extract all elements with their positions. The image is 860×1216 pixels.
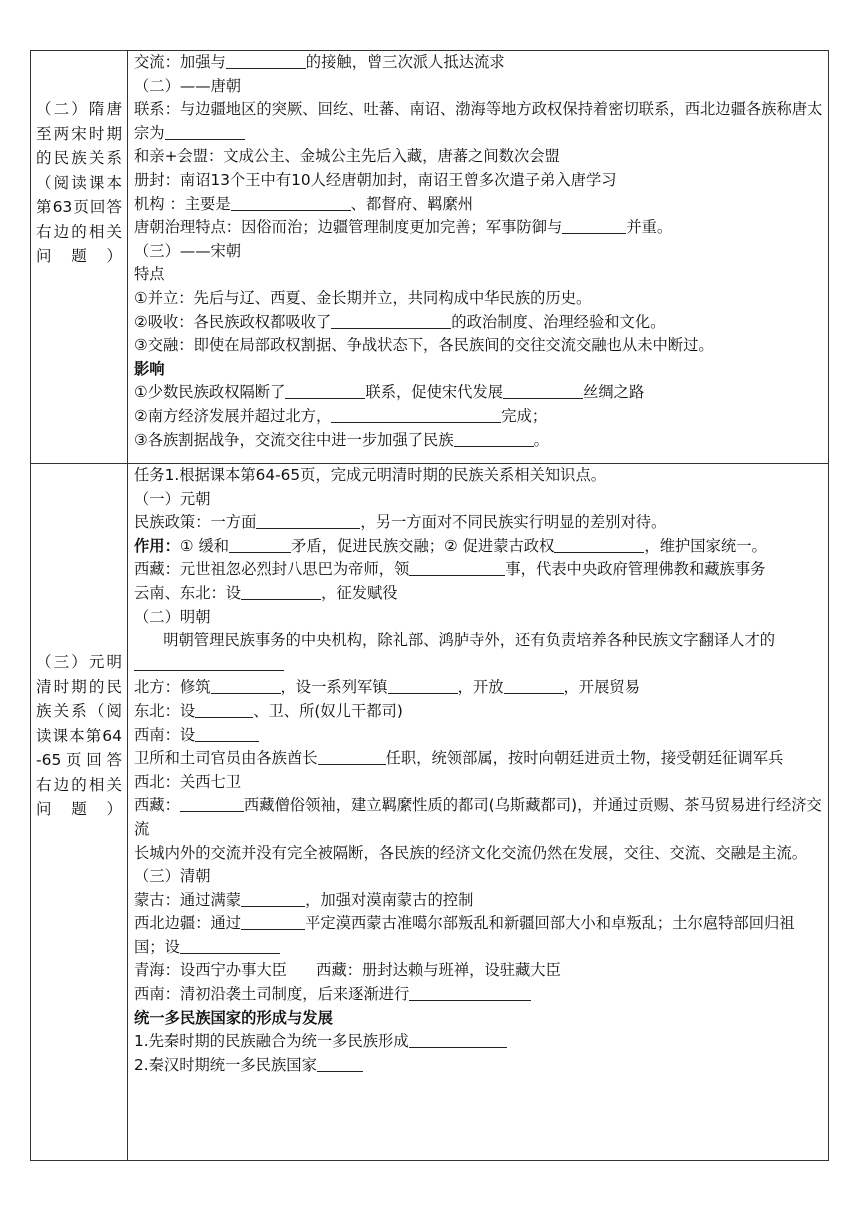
line-text: ③各族割据战争，交流交往中进一步加强了民族 [134, 430, 454, 449]
content-line [134, 216, 824, 240]
line-text: 1.先秦时期的民族融合为统一多民族形成 [134, 1032, 409, 1051]
row-label-cell [31, 464, 128, 1161]
line-text: ，征发赋役 [321, 583, 398, 602]
line-text: ②吸收：各民族政权都吸收了 [134, 312, 332, 331]
bold-heading-text: 作用： [134, 536, 180, 555]
content-line [134, 983, 824, 1007]
line-text: 民族政策：一方面 [134, 513, 257, 532]
line-text: 联系，促使宋代发展 [365, 383, 504, 402]
line-text: ，另一方面对不同民族实行明显的差别对待。 [360, 513, 667, 532]
content-line [134, 842, 824, 866]
fill-in-blank[interactable] [409, 985, 531, 1001]
content-cell [128, 464, 829, 1161]
line-text: 册封：南诏13个王中有10人经唐朝加封，南诏王曾多次遣子弟入唐学习 [134, 170, 617, 189]
line-text: 西南：清初沿袭土司制度，后来逐渐进行 [134, 985, 410, 1004]
line-text: 东北：设 [134, 701, 196, 720]
content-line [134, 700, 824, 724]
fill-in-blank[interactable] [229, 536, 291, 552]
line-text: 、卫、所(奴儿干都司) [253, 701, 403, 720]
fill-in-blank[interactable] [241, 914, 305, 930]
bold-heading-text: 影响 [134, 359, 165, 378]
content-line [134, 794, 824, 841]
fill-in-blank[interactable] [195, 702, 253, 718]
line-text: 完成； [501, 406, 548, 425]
fill-in-blank[interactable] [226, 53, 306, 69]
content-line [134, 488, 824, 512]
line-text: 的政治制度、治理经验和文化。 [451, 312, 666, 331]
line-text: 联系：与边疆地区的突厥、回纥、吐蕃、南诏、渤海等地方政权保持着密切联系，西北边疆各族称唐太宗为 [134, 100, 823, 142]
line-text: 丝绸之路 [583, 383, 645, 402]
content-line [134, 771, 824, 795]
content-line [134, 334, 824, 358]
line-text: ，设一系列军镇 [280, 678, 388, 697]
bold-heading-text: 统一多民族国家的形成与发展 [134, 1008, 333, 1027]
row-label: （二）隋唐至两宋时期的民族关系（阅读课本第63页回答右边的相关问题） [36, 100, 122, 265]
content-line [134, 747, 824, 771]
content-line [134, 1054, 824, 1078]
content-line [134, 1007, 824, 1031]
fill-in-blank[interactable] [562, 218, 626, 234]
line-text: 北方：修筑 [134, 678, 211, 697]
line-text: 明朝管理民族事务的中央机构，除礼部、鸿胪寺外，还有负责培养各种民族文字翻译人才的 [134, 631, 776, 650]
line-text: 特点 [134, 265, 165, 284]
line-text: 西北边疆：通过 [134, 914, 242, 933]
line-text: ① 缓和 [179, 536, 230, 555]
fill-in-blank[interactable] [241, 890, 305, 906]
line-text: 西南：设 [134, 725, 196, 744]
content-yuan-ming-qing [128, 464, 828, 1077]
line-text: ②南方经济发展并超过北方， [134, 406, 332, 425]
content-line [134, 889, 824, 913]
line-text: （三）清朝 [134, 867, 211, 886]
fill-in-blank[interactable] [331, 312, 451, 328]
content-line [134, 405, 824, 429]
content-line [134, 311, 824, 335]
content-line [134, 511, 824, 535]
fill-in-blank[interactable] [180, 796, 244, 812]
line-text: 西藏：元世祖忽必烈封八思巴为帝师，领 [134, 560, 410, 579]
line-text: ①并立：先后与辽、西夏、金长期并立，共同构成中华民族的历史。 [134, 288, 592, 307]
line-text: 唐朝治理特点：因俗而治；边疆管理制度更加完善；军事防御与 [134, 218, 563, 237]
content-line [134, 51, 824, 75]
line-text: ，开放 [457, 678, 504, 697]
line-text: 矛盾，促进民族交融；② 促进蒙古政权 [291, 536, 555, 555]
fill-in-blank[interactable] [409, 1032, 507, 1048]
fill-in-blank[interactable] [256, 513, 360, 529]
content-line [134, 75, 824, 99]
fill-in-blank[interactable] [331, 407, 501, 423]
content-line [134, 724, 824, 748]
content-sui-tang-song [128, 51, 828, 452]
fill-in-blank[interactable] [165, 123, 245, 139]
fill-in-blank[interactable] [409, 560, 505, 576]
content-line [134, 959, 824, 983]
line-text: （二）——唐朝 [134, 76, 242, 95]
line-text: ，维护国家统一。 [644, 536, 767, 555]
content-line [134, 1030, 824, 1054]
line-text: 西北：关西七卫 [134, 772, 242, 791]
line-text: （一）元朝 [134, 489, 211, 508]
line-text: （三）——宋朝 [134, 241, 242, 260]
fill-in-blank[interactable] [503, 383, 583, 399]
line-text: 任职，统领部属，按时向朝廷进贡土物，接受朝廷征调军兵 [385, 749, 784, 768]
line-text: 交流：加强与 [134, 53, 226, 71]
fill-in-blank[interactable] [317, 1056, 363, 1072]
worksheet-table [30, 50, 829, 1161]
line-text: 。 [533, 430, 549, 449]
content-line [134, 676, 824, 700]
content-line [134, 240, 824, 264]
fill-in-blank[interactable] [554, 536, 644, 552]
line-text: 、都督府、羁縻州 [350, 194, 474, 213]
content-line [134, 358, 824, 382]
line-text: 事，代表中央政府管理佛教和藏族事务 [505, 560, 766, 579]
row-label-cell [31, 51, 128, 464]
content-line [134, 558, 824, 582]
line-text: 2.秦汉时期统一多民族国家 [134, 1055, 317, 1074]
fill-in-blank[interactable] [388, 678, 458, 694]
content-line [134, 865, 824, 889]
content-line [134, 287, 824, 311]
line-text: ①少数民族政权隔断了 [134, 383, 286, 402]
fill-in-blank[interactable] [241, 584, 321, 600]
line-text: 西藏僧俗领袖，建立羁縻性质的都司(乌斯藏都司)，并通过贡赐、茶马贸易进行经济交流 [134, 796, 822, 838]
content-line [134, 535, 824, 559]
line-text: 任务1.根据课本第64-65页，完成元明清时期的民族关系相关知识点。 [134, 466, 607, 484]
content-line [134, 606, 824, 630]
content-line [134, 464, 824, 488]
fill-in-blank[interactable] [180, 938, 280, 954]
content-line [134, 629, 824, 676]
content-line [134, 98, 824, 145]
line-text: 卫所和土司官员由各族酋长 [134, 749, 318, 768]
content-line [134, 169, 824, 193]
fill-in-blank[interactable] [211, 678, 281, 694]
line-text: ③交融：即使在局部政权割据、争战状态下，各民族间的交往交流交融也从未中断过。 [134, 336, 714, 355]
fill-in-blank[interactable] [134, 654, 284, 670]
line-text: 的接触，曾三次派人抵达流求 [305, 53, 505, 71]
line-text: 蒙古：通过满蒙 [134, 890, 242, 909]
row-label: （三）元明清时期的民族关系（阅读课本第64-65页回答右边的相关问题） [36, 653, 122, 818]
line-text: 平定漠西蒙古准噶尔部叛乱和新疆回部大小和卓叛乱；土尔扈特部回归祖国；设 [134, 914, 795, 956]
table-row-yuan-ming-qing [31, 464, 829, 1161]
line-text: 和亲+会盟：文成公主、金城公主先后入藏，唐蕃之间数次会盟 [134, 147, 560, 166]
line-text: 云南、东北：设 [134, 583, 242, 602]
content-cell [128, 51, 829, 464]
line-text: 机构 ：主要是 [134, 194, 231, 213]
fill-in-blank[interactable] [454, 430, 534, 446]
fill-in-blank[interactable] [285, 383, 365, 399]
content-line [134, 429, 824, 453]
fill-in-blank[interactable] [504, 678, 564, 694]
line-text: （二）明朝 [134, 607, 211, 626]
line-text: 青海：设西宁办事大臣 西藏：册封达赖与班禅，设驻藏大臣 [134, 961, 561, 980]
fill-in-blank[interactable] [318, 749, 386, 765]
line-text: ，开展贸易 [563, 678, 640, 697]
line-text: 长城内外的交流并没有完全被隔断，各民族的经济文化交流仍然在发展，交往、交流、交融是主流。 [134, 843, 808, 862]
table-row-sui-tang-song [31, 51, 829, 464]
content-line [134, 381, 824, 405]
line-text: 并重。 [626, 218, 673, 237]
content-line [134, 582, 824, 606]
content-line [134, 145, 824, 169]
fill-in-blank[interactable] [231, 194, 351, 210]
line-text: ，加强对漠南蒙古的控制 [305, 890, 474, 909]
content-line [134, 263, 824, 287]
content-line [134, 193, 824, 217]
line-text: 西藏： [134, 796, 180, 815]
fill-in-blank[interactable] [195, 725, 259, 741]
content-line [134, 912, 824, 959]
